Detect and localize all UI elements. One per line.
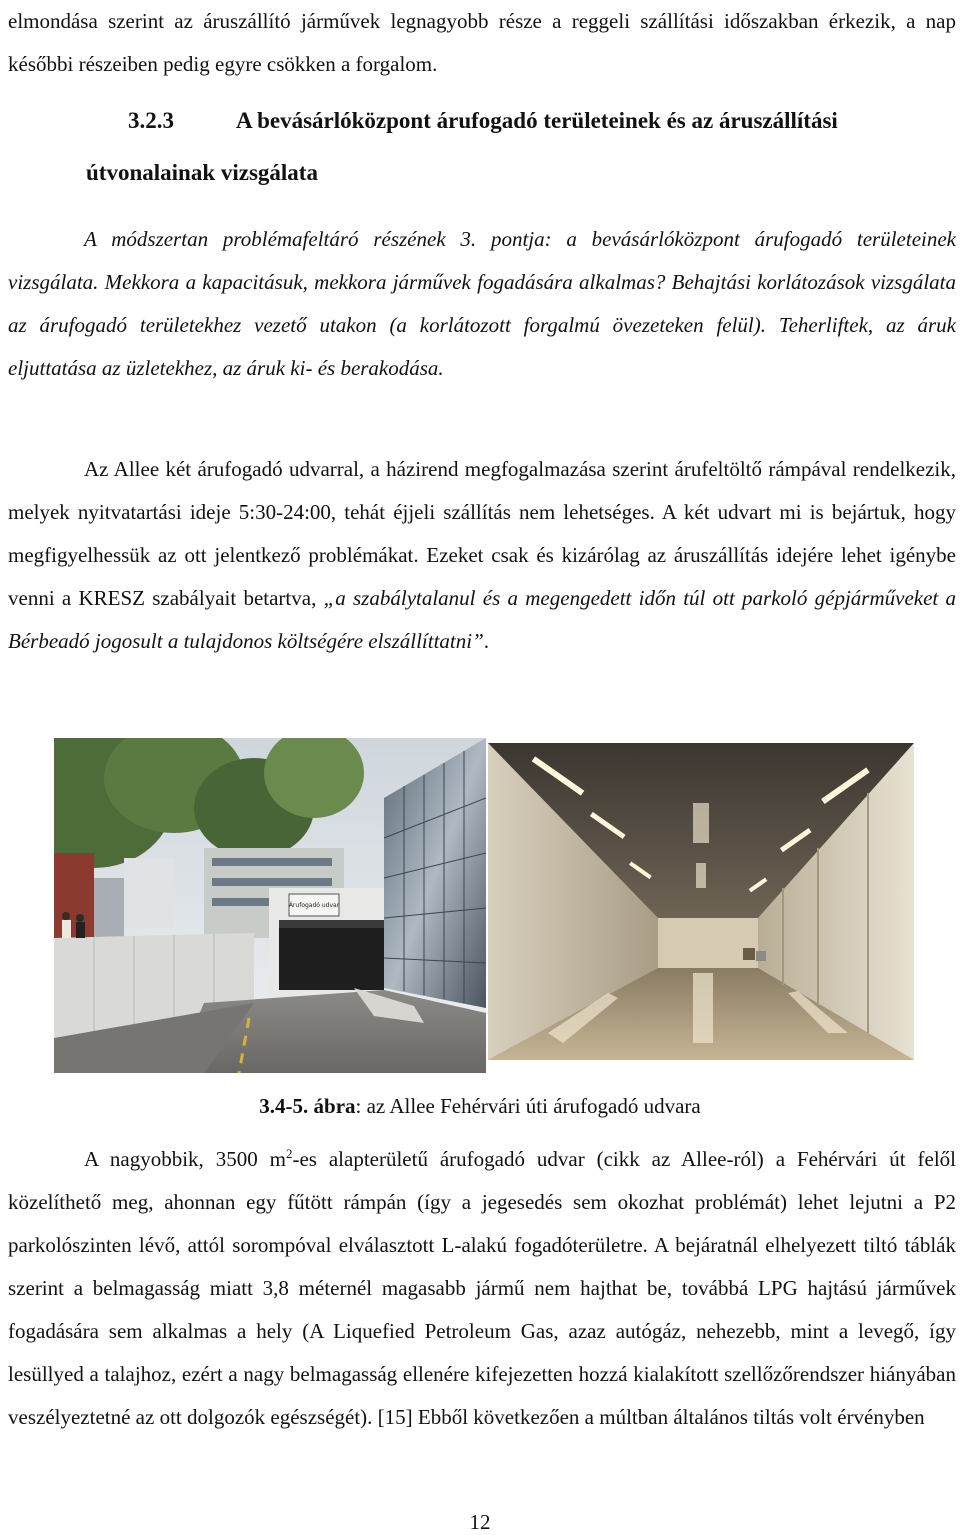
allee-paragraph-text: Az Allee két árufogadó udvarral, a házirend megfogalmazása szerint árufeltöltő rámpával rendelkezik, melyek nyitvatartási ideje 5:30-24:00, tehát éjjeli szállítás nem lehetséges. A két udvart mi is bejártuk, hogy megfigyelhessük az ott jelentkező problémákat. Ezeket csak és kizárólag az áruszállítás idejére lehet igénybe venni a KRESZ szabályait betartva, (8, 457, 956, 610)
figure-caption-text: : az Allee Fehérvári úti árufogadó udvara (355, 1094, 701, 1118)
figure-number: 3.4-5. (259, 1094, 309, 1118)
house-rules-quote: „a szabálytalanul és a megengedett időn túl ott parkoló gépjárműveket a Bérbeadó jogosult a tulajdonos költségére elszállíttatni” (8, 586, 956, 653)
loading-yard-text-2: -es alapterületű árufogadó udvar (cikk az Allee-ról) a Fehérvári út felől közelíthető meg, ahonnan egy fűtött rámpán (így a jegesedés sem okozhat problémát) lehet lejutni a P2 parkolószinten lévő, attól sorompóval elválasztott L-alakú fogadóterületre. A bejáratnál elhelyezett tiltó táblák szerint a belmagasság miatt 3,8 méternél magasabb jármű nem hajthat be, továbbá LPG hajtású járművek fogadására sem alkalmas a hely (A Liquefied Petroleum Gas, azaz autógáz, nehezebb, mint a levegő, így lesüllyed a talajhoz, ezért a nagy belmagasság ellenére kifejezetten hozzá kialakított szellőzőrendszer hiányában veszélyeztetné az ott dolgozók egészségét). [15] Ebből következően a múltban általános tiltás volt érvényben (8, 1147, 956, 1429)
intro-paragraph: elmondása szerint az áruszállító járművek legnagyobb része a reggeli szállítási időszakban érkezik, a nap későbbi részeiben pedig egyre csökken a forgalom. (8, 9, 956, 76)
section-heading (86, 95, 956, 199)
methodology-paragraph: A módszertan problémafeltáró részének 3. pontja: a bevásárlóközpont árufogadó területeinek vizsgálata. Mekkora a kapacitásuk, mekkora járművek fogadására alkalmas? Behajtási korlátozások vizsgálata az árufogadó területekhez vezető utakon (a korlátozott forgalmú övezeteken felül). Teherliftek, az áruk eljuttatása az üzletekhez, az áruk ki- és berakodása. (8, 227, 956, 380)
loading-yard-text-1: A nagyobbik, 3500 m (84, 1147, 286, 1171)
figure-caption (0, 1089, 960, 1123)
entrance-sign-text: Árufogadó udvar (288, 902, 340, 909)
allee-paragraph-end: . (483, 629, 490, 653)
loading-corridor-photo (488, 743, 914, 1060)
allee-paragraph (8, 448, 956, 663)
section-title: A bevásárlóközpont árufogadó területeinek és az áruszállítási útvonalainak vizsgálata (86, 108, 838, 185)
square-meter-superscript: 2 (285, 1146, 293, 1161)
section-number: 3.2.3 (128, 108, 174, 133)
figure-label: ábra (313, 1094, 356, 1118)
loading-yard-entrance-photo (54, 738, 486, 1073)
page-number: 12 (469, 1510, 491, 1534)
loading-yard-paragraph (8, 1138, 956, 1439)
